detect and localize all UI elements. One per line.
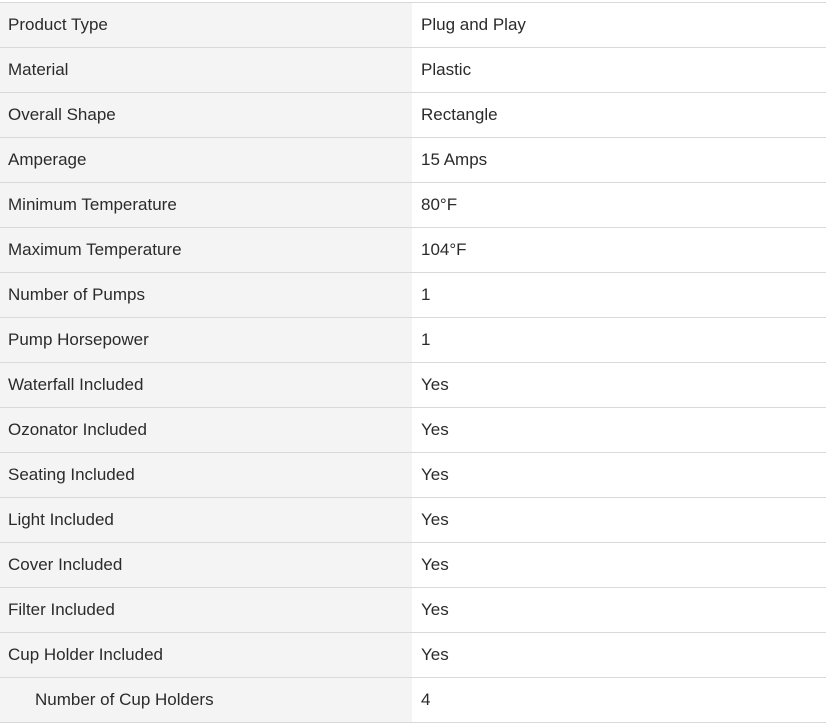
spec-row-maximum-temperature	[0, 228, 826, 273]
spec-value: Yes	[412, 498, 826, 543]
spec-value: Plastic	[412, 48, 826, 93]
spec-label: Maximum Temperature	[0, 228, 412, 273]
spec-label: Pump Horsepower	[0, 318, 412, 363]
spec-row-product-type	[0, 3, 826, 48]
spec-value: 4	[412, 678, 826, 723]
spec-label: Ozonator Included	[0, 408, 412, 453]
spec-value: Plug and Play	[412, 3, 826, 48]
spec-row-waterfall-included	[0, 363, 826, 408]
spec-row-cup-holder-included	[0, 633, 826, 678]
spec-value: 104°F	[412, 228, 826, 273]
spec-value: Yes	[412, 543, 826, 588]
product-specifications-table	[0, 2, 826, 723]
spec-label: Seating Included	[0, 453, 412, 498]
spec-value: 1	[412, 273, 826, 318]
spec-row-minimum-temperature	[0, 183, 826, 228]
spec-row-material	[0, 48, 826, 93]
spec-rows	[0, 3, 826, 723]
spec-value: 1	[412, 318, 826, 363]
spec-row-filter-included	[0, 588, 826, 633]
spec-value: 80°F	[412, 183, 826, 228]
spec-label: Cover Included	[0, 543, 412, 588]
spec-value: Yes	[412, 408, 826, 453]
spec-row-number-of-pumps	[0, 273, 826, 318]
spec-row-cover-included	[0, 543, 826, 588]
spec-label-indented: Number of Cup Holders	[0, 678, 412, 723]
spec-row-amperage	[0, 138, 826, 183]
spec-label: Amperage	[0, 138, 412, 183]
spec-label: Number of Pumps	[0, 273, 412, 318]
spec-label: Material	[0, 48, 412, 93]
spec-label: Cup Holder Included	[0, 633, 412, 678]
spec-value: 15 Amps	[412, 138, 826, 183]
spec-value: Yes	[412, 588, 826, 633]
spec-row-light-included	[0, 498, 826, 543]
spec-row-seating-included	[0, 453, 826, 498]
spec-label: Minimum Temperature	[0, 183, 412, 228]
spec-row-overall-shape	[0, 93, 826, 138]
spec-value: Yes	[412, 453, 826, 498]
spec-label: Waterfall Included	[0, 363, 412, 408]
spec-label: Overall Shape	[0, 93, 412, 138]
spec-row-pump-horsepower	[0, 318, 826, 363]
spec-row-number-of-cup-holders	[0, 678, 826, 723]
spec-value: Rectangle	[412, 93, 826, 138]
spec-label: Light Included	[0, 498, 412, 543]
spec-value: Yes	[412, 363, 826, 408]
spec-row-ozonator-included	[0, 408, 826, 453]
spec-label: Product Type	[0, 3, 412, 48]
spec-label: Filter Included	[0, 588, 412, 633]
spec-value: Yes	[412, 633, 826, 678]
